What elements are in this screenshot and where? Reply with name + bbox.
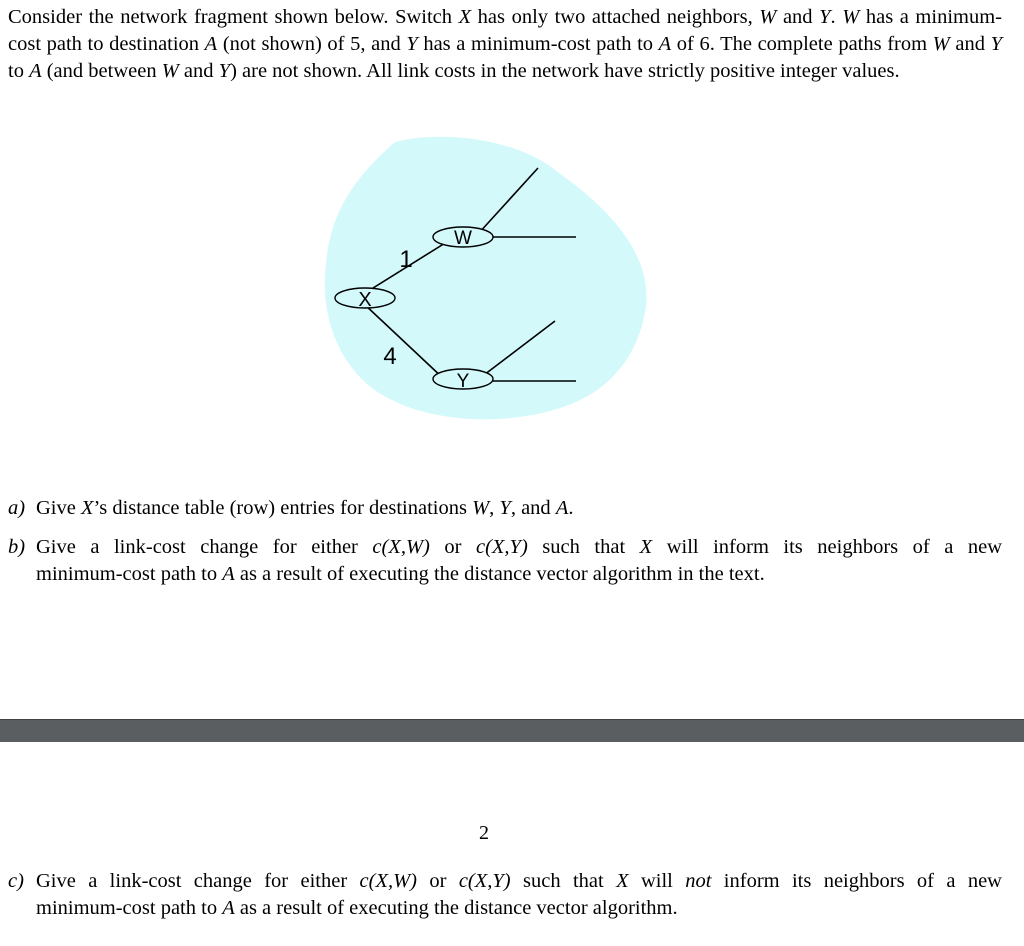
intro-text: (and between: [41, 60, 162, 82]
var-w: W: [161, 60, 179, 82]
var-a: A: [204, 33, 218, 55]
question-text: as a result of executing the distance vector algorithm in the text.: [234, 563, 765, 585]
question-c: [8, 868, 1002, 922]
var-a: A: [29, 60, 42, 82]
question-text: minimum-cost path to: [36, 897, 223, 919]
cost-x-y: 4: [383, 343, 397, 370]
emphasis-not: not: [685, 870, 712, 892]
switch-w-label: W: [454, 228, 472, 249]
var-w: W: [842, 6, 860, 28]
intro-text: and: [178, 60, 219, 82]
question-a: [8, 495, 1002, 522]
intro-text: and: [776, 6, 820, 28]
intro-text: to: [8, 60, 30, 82]
var-x: X: [616, 870, 629, 892]
intro-text: (not shown) of 5, and: [217, 33, 407, 55]
intro-text: Consider the network fragment shown below. Switch: [8, 6, 459, 28]
var-y: Y: [499, 497, 511, 519]
question-text: or: [429, 536, 476, 558]
switch-x-label: X: [358, 289, 372, 311]
var-x: X: [639, 536, 653, 558]
intro-text: .: [830, 6, 843, 28]
question-text: such that: [527, 536, 640, 558]
question-text: Give a link-cost change for either: [36, 870, 360, 892]
problem-statement: [8, 4, 1002, 85]
intro-text: of 6. The complete paths from: [671, 33, 933, 55]
network-diagram: [300, 130, 660, 430]
var-a: A: [222, 897, 235, 919]
var-a: A: [658, 33, 672, 55]
question-text: minimum-cost path to: [36, 563, 223, 585]
intro-text: has a minimum-cost path to destination: [8, 6, 1002, 55]
question-b: [8, 534, 1002, 588]
var-x: X: [80, 497, 94, 519]
var-cxw: c(X,W): [372, 536, 430, 558]
var-y: Y: [819, 6, 831, 28]
question-text: , and: [510, 497, 556, 519]
question-text: inform its neighbors of a new: [711, 870, 1002, 892]
intro-text: ) are not shown. All link costs in the network have strictly positive integer values.: [230, 60, 900, 82]
question-text: or: [417, 870, 459, 892]
var-cxy: c(X,Y): [475, 536, 528, 558]
question-text: as a result of executing the distance vector algorithm.: [234, 897, 678, 919]
var-w: W: [472, 497, 490, 519]
question-text: Give: [36, 497, 81, 519]
var-x: X: [458, 6, 472, 28]
question-text: such that: [510, 870, 617, 892]
question-a-label: a): [8, 497, 26, 519]
question-text: will inform its neighbors of a new: [652, 536, 1003, 558]
question-text: ’s distance table (row) entries for destinations: [93, 497, 473, 519]
var-y: Y: [406, 33, 418, 55]
question-text: will: [628, 870, 686, 892]
var-cxw: c(X,W): [359, 870, 417, 892]
cost-x-w: 1: [399, 246, 413, 273]
var-cxy: c(X,Y): [458, 870, 511, 892]
switch-y-label: Y: [456, 371, 470, 392]
question-text: Give a link-cost change for either: [36, 536, 373, 558]
var-y: Y: [990, 33, 1002, 55]
question-text: .: [568, 497, 574, 519]
question-text: ,: [489, 497, 500, 519]
intro-text: and: [949, 33, 991, 55]
question-c-label: c): [8, 870, 24, 892]
question-b-label: b): [8, 536, 26, 558]
var-w: W: [932, 33, 950, 55]
var-a: A: [222, 563, 235, 585]
var-w: W: [759, 6, 777, 28]
page-number: 2: [479, 822, 489, 844]
intro-text: has only two attached neighbors,: [471, 6, 760, 28]
page-divider: [0, 720, 1024, 742]
intro-text: has a minimum-cost path to: [417, 33, 659, 55]
var-a: A: [555, 497, 569, 519]
var-y: Y: [218, 60, 231, 82]
